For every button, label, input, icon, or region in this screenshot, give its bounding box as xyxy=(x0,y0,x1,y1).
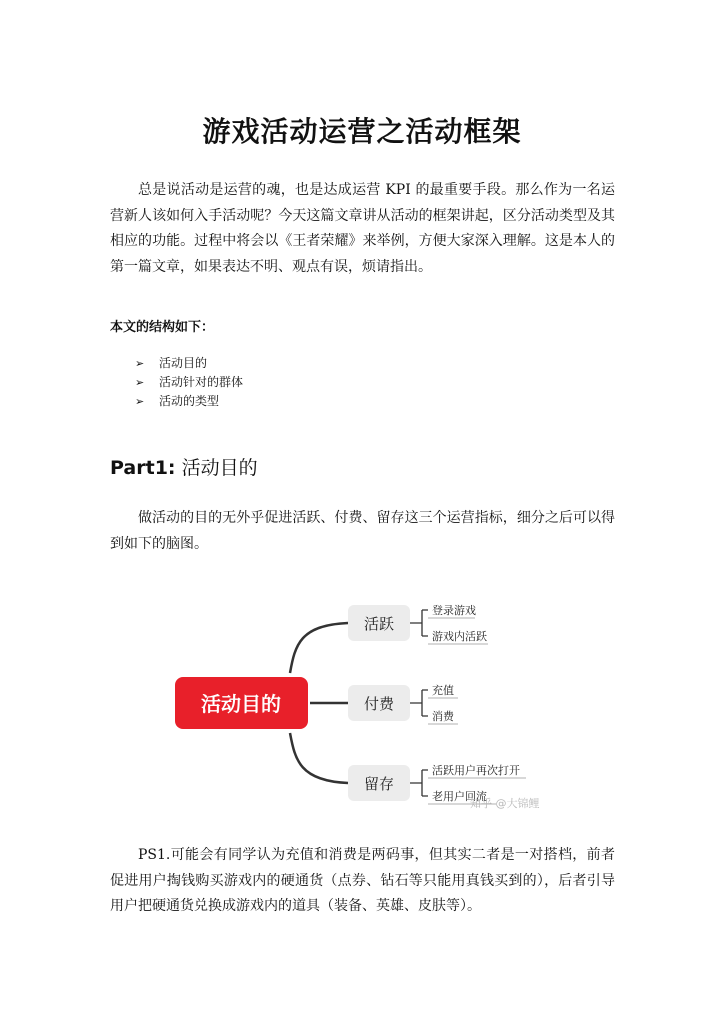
toc-item: ➢ 活动目的 xyxy=(135,354,243,373)
part1-paragraph: 做活动的目的无外乎促进活跃、付费、留存这三个运营指标，细分之后可以得到如下的脑图。 xyxy=(110,510,615,552)
mindmap-leaf-label: 登录游戏 xyxy=(432,604,476,617)
mindmap-branch-label: 付费 xyxy=(363,695,395,713)
arrow-bullet-icon: ➢ xyxy=(135,395,145,408)
mindmap-branch-label: 留存 xyxy=(363,775,395,793)
toc-item: ➢ 活动针对的群体 xyxy=(135,373,243,392)
intro-paragraph: 总是说活动是运营的魂，也是达成运营 KPI 的最重要手段。那么作为一名运营新人该如何入手活动呢？今天这篇文章讲从活动的框架讲起，区分活动类型及其相应的功能。过程中将会以《王者荣耀》来举例，方便大家深入理解。这是本人的第一篇文章，如果表达不明、观点有误，烦请指出。 xyxy=(110,182,615,275)
table-of-contents xyxy=(135,354,243,411)
arrow-bullet-icon: ➢ xyxy=(135,357,145,370)
ps-paragraph: PS1.可能会有同学认为充值和消费是两码事，但其实二者是一对搭档，前者促进用户掏钱购买游戏内的硬通货（点券、钻石等只能用真钱买到的），后者引导用户把硬通货兑换成游戏内的道具（装备、英雄、皮肤等）。 xyxy=(110,847,615,914)
arrow-bullet-icon: ➢ xyxy=(135,376,145,389)
mindmap-root-label: 活动目的 xyxy=(201,692,281,716)
mindmap-leaf-label: 消费 xyxy=(432,710,454,723)
document-title: 游戏活动运营之活动框架 xyxy=(202,115,522,148)
part1-heading xyxy=(110,453,258,480)
mindmap-leaf-label: 游戏内活跃 xyxy=(432,630,487,643)
watermark: 知乎 @大锦鲤 xyxy=(470,797,540,810)
part1-label: Part1: xyxy=(110,457,176,479)
part1-title: 活动目的 xyxy=(181,457,258,479)
mind-map xyxy=(170,585,560,815)
mindmap-leaf-label: 充值 xyxy=(432,684,454,697)
structure-label: 本文的结构如下： xyxy=(110,320,215,335)
mindmap-leaf-label: 老用户回流 xyxy=(432,790,487,803)
mindmap-leaf-label: 活跃用户再次打开 xyxy=(432,764,520,777)
toc-item: ➢ 活动的类型 xyxy=(135,392,243,411)
mindmap-branch-label: 活跃 xyxy=(363,615,395,633)
